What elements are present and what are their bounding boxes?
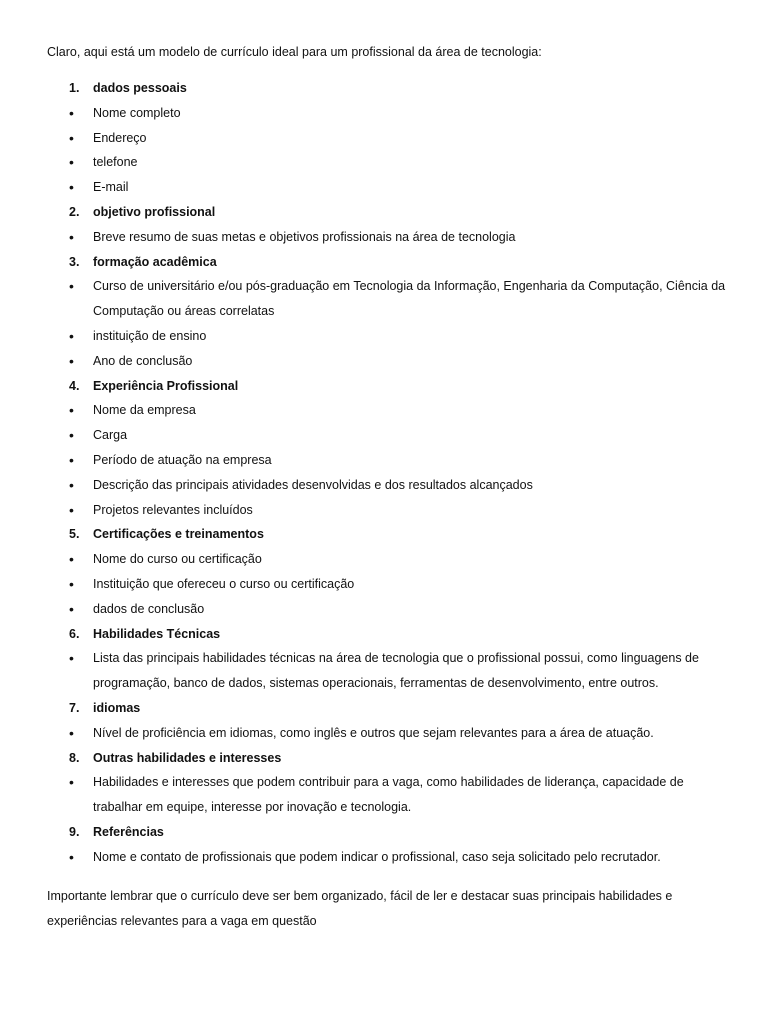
section-number: 4. — [69, 378, 80, 393]
list-item — [0, 597, 728, 622]
bullet-icon: • — [69, 179, 74, 196]
bullet-icon: • — [69, 848, 74, 865]
section-number: 8. — [69, 750, 80, 765]
list-item — [0, 845, 728, 870]
list-item-text: instituição de ensino — [93, 328, 207, 343]
resume-sections-list — [0, 76, 768, 870]
list-item-text: Descrição das principais atividades desenvolvidas e dos resultados alcançados — [93, 477, 533, 492]
list-item-text: Nome da empresa — [93, 403, 196, 418]
section-number: 6. — [69, 626, 80, 641]
section-number: 7. — [69, 700, 80, 715]
bullet-icon: • — [69, 427, 74, 444]
section-title: Certificações e treinamentos — [93, 527, 264, 542]
list-item — [0, 101, 728, 126]
list-item-text: Nível de proficiência em idiomas, como inglês e outros que sejam relevantes para a área de atuação. — [93, 725, 654, 740]
bullet-icon: • — [69, 352, 74, 369]
list-item-text: Período de atuação na empresa — [93, 452, 272, 467]
list-item — [0, 274, 728, 324]
list-item-text: Breve resumo de suas metas e objetivos profissionais na área de tecnologia — [93, 229, 516, 244]
bullet-icon: • — [69, 650, 74, 667]
bullet-icon: • — [69, 501, 74, 518]
section-title: Referências — [93, 824, 164, 839]
list-item — [0, 423, 728, 448]
list-item — [0, 547, 728, 572]
intro-paragraph: Claro, aqui está um modelo de currículo ideal para um profissional da área de tecnologia: — [47, 45, 542, 59]
list-item-text: Instituição que ofereceu o curso ou certificação — [93, 576, 355, 591]
section-title: formação acadêmica — [93, 254, 217, 269]
list-item — [0, 398, 728, 423]
bullet-icon: • — [69, 327, 74, 344]
list-item — [0, 721, 728, 746]
list-item — [0, 572, 728, 597]
list-item — [0, 126, 728, 151]
section-heading — [0, 746, 728, 771]
bullet-icon: • — [69, 451, 74, 468]
bullet-icon: • — [69, 551, 74, 568]
section-heading — [0, 622, 728, 647]
list-item — [0, 473, 728, 498]
bullet-icon: • — [69, 154, 74, 171]
section-title: Experiência Profissional — [93, 378, 239, 393]
section-title: objetivo profissional — [93, 204, 216, 219]
list-item-text: Ano de conclusão — [93, 353, 193, 368]
list-item-text: telefone — [93, 155, 138, 170]
section-heading — [0, 76, 728, 101]
closing-paragraph: Importante lembrar que o currículo deve ser bem organizado, fácil de ler e destacar suas principais habilidades e experiências relevantes para a vaga em questão — [47, 889, 673, 928]
section-number: 2. — [69, 204, 80, 219]
list-item-text: dados de conclusão — [93, 601, 205, 616]
section-number: 3. — [69, 254, 80, 269]
list-item — [0, 498, 728, 523]
list-item-text: Habilidades e interesses que podem contribuir para a vaga, como habilidades de liderança, capacidade de trabalhar em equipe, interesse por inovação e tecnologia. — [93, 775, 684, 815]
list-item — [0, 646, 728, 696]
section-heading — [0, 250, 728, 275]
list-item — [0, 448, 728, 473]
list-item-text: Curso de universitário e/ou pós-graduação em Tecnologia da Informação, Engenharia da Computação, Ciência da Computação ou áreas correlatas — [93, 279, 726, 319]
list-item-text: Nome completo — [93, 105, 181, 120]
list-item-text: Endereço — [93, 130, 147, 145]
list-item — [0, 324, 728, 349]
bullet-icon: • — [69, 104, 74, 121]
bullet-icon: • — [69, 600, 74, 617]
section-heading — [0, 696, 728, 721]
section-title: idiomas — [93, 700, 141, 715]
section-title: dados pessoais — [93, 81, 187, 95]
list-item-text: Lista das principais habilidades técnicas na área de tecnologia que o profissional possui, como linguagens de programação, banco de dados, sistemas operacionais, ferramentas de desenvolvimento, entre outros. — [93, 651, 699, 691]
list-item — [0, 150, 728, 175]
bullet-icon: • — [69, 575, 74, 592]
section-heading — [0, 522, 728, 547]
bullet-icon: • — [69, 129, 74, 146]
list-item-text: Projetos relevantes incluídos — [93, 502, 253, 517]
section-title: Outras habilidades e interesses — [93, 750, 282, 765]
bullet-icon: • — [69, 228, 74, 245]
list-item — [0, 225, 728, 250]
section-number: 1. — [69, 81, 80, 95]
list-item — [0, 175, 728, 200]
section-heading — [0, 374, 728, 399]
list-item-text: E-mail — [93, 180, 129, 195]
section-heading — [0, 820, 728, 845]
list-item-text: Nome do curso ou certificação — [93, 552, 262, 567]
list-item — [0, 770, 728, 820]
bullet-icon: • — [69, 476, 74, 493]
bullet-icon: • — [69, 402, 74, 419]
list-item — [0, 349, 728, 374]
list-item-text: Carga — [93, 428, 128, 443]
section-number: 9. — [69, 824, 80, 839]
bullet-icon: • — [69, 724, 74, 741]
list-item-text: Nome e contato de profissionais que podem indicar o profissional, caso seja solicitado pelo recrutador. — [93, 849, 661, 864]
section-heading — [0, 200, 728, 225]
section-title: Habilidades Técnicas — [93, 626, 221, 641]
bullet-icon: • — [69, 774, 74, 791]
section-number: 5. — [69, 527, 80, 542]
bullet-icon: • — [69, 278, 74, 295]
